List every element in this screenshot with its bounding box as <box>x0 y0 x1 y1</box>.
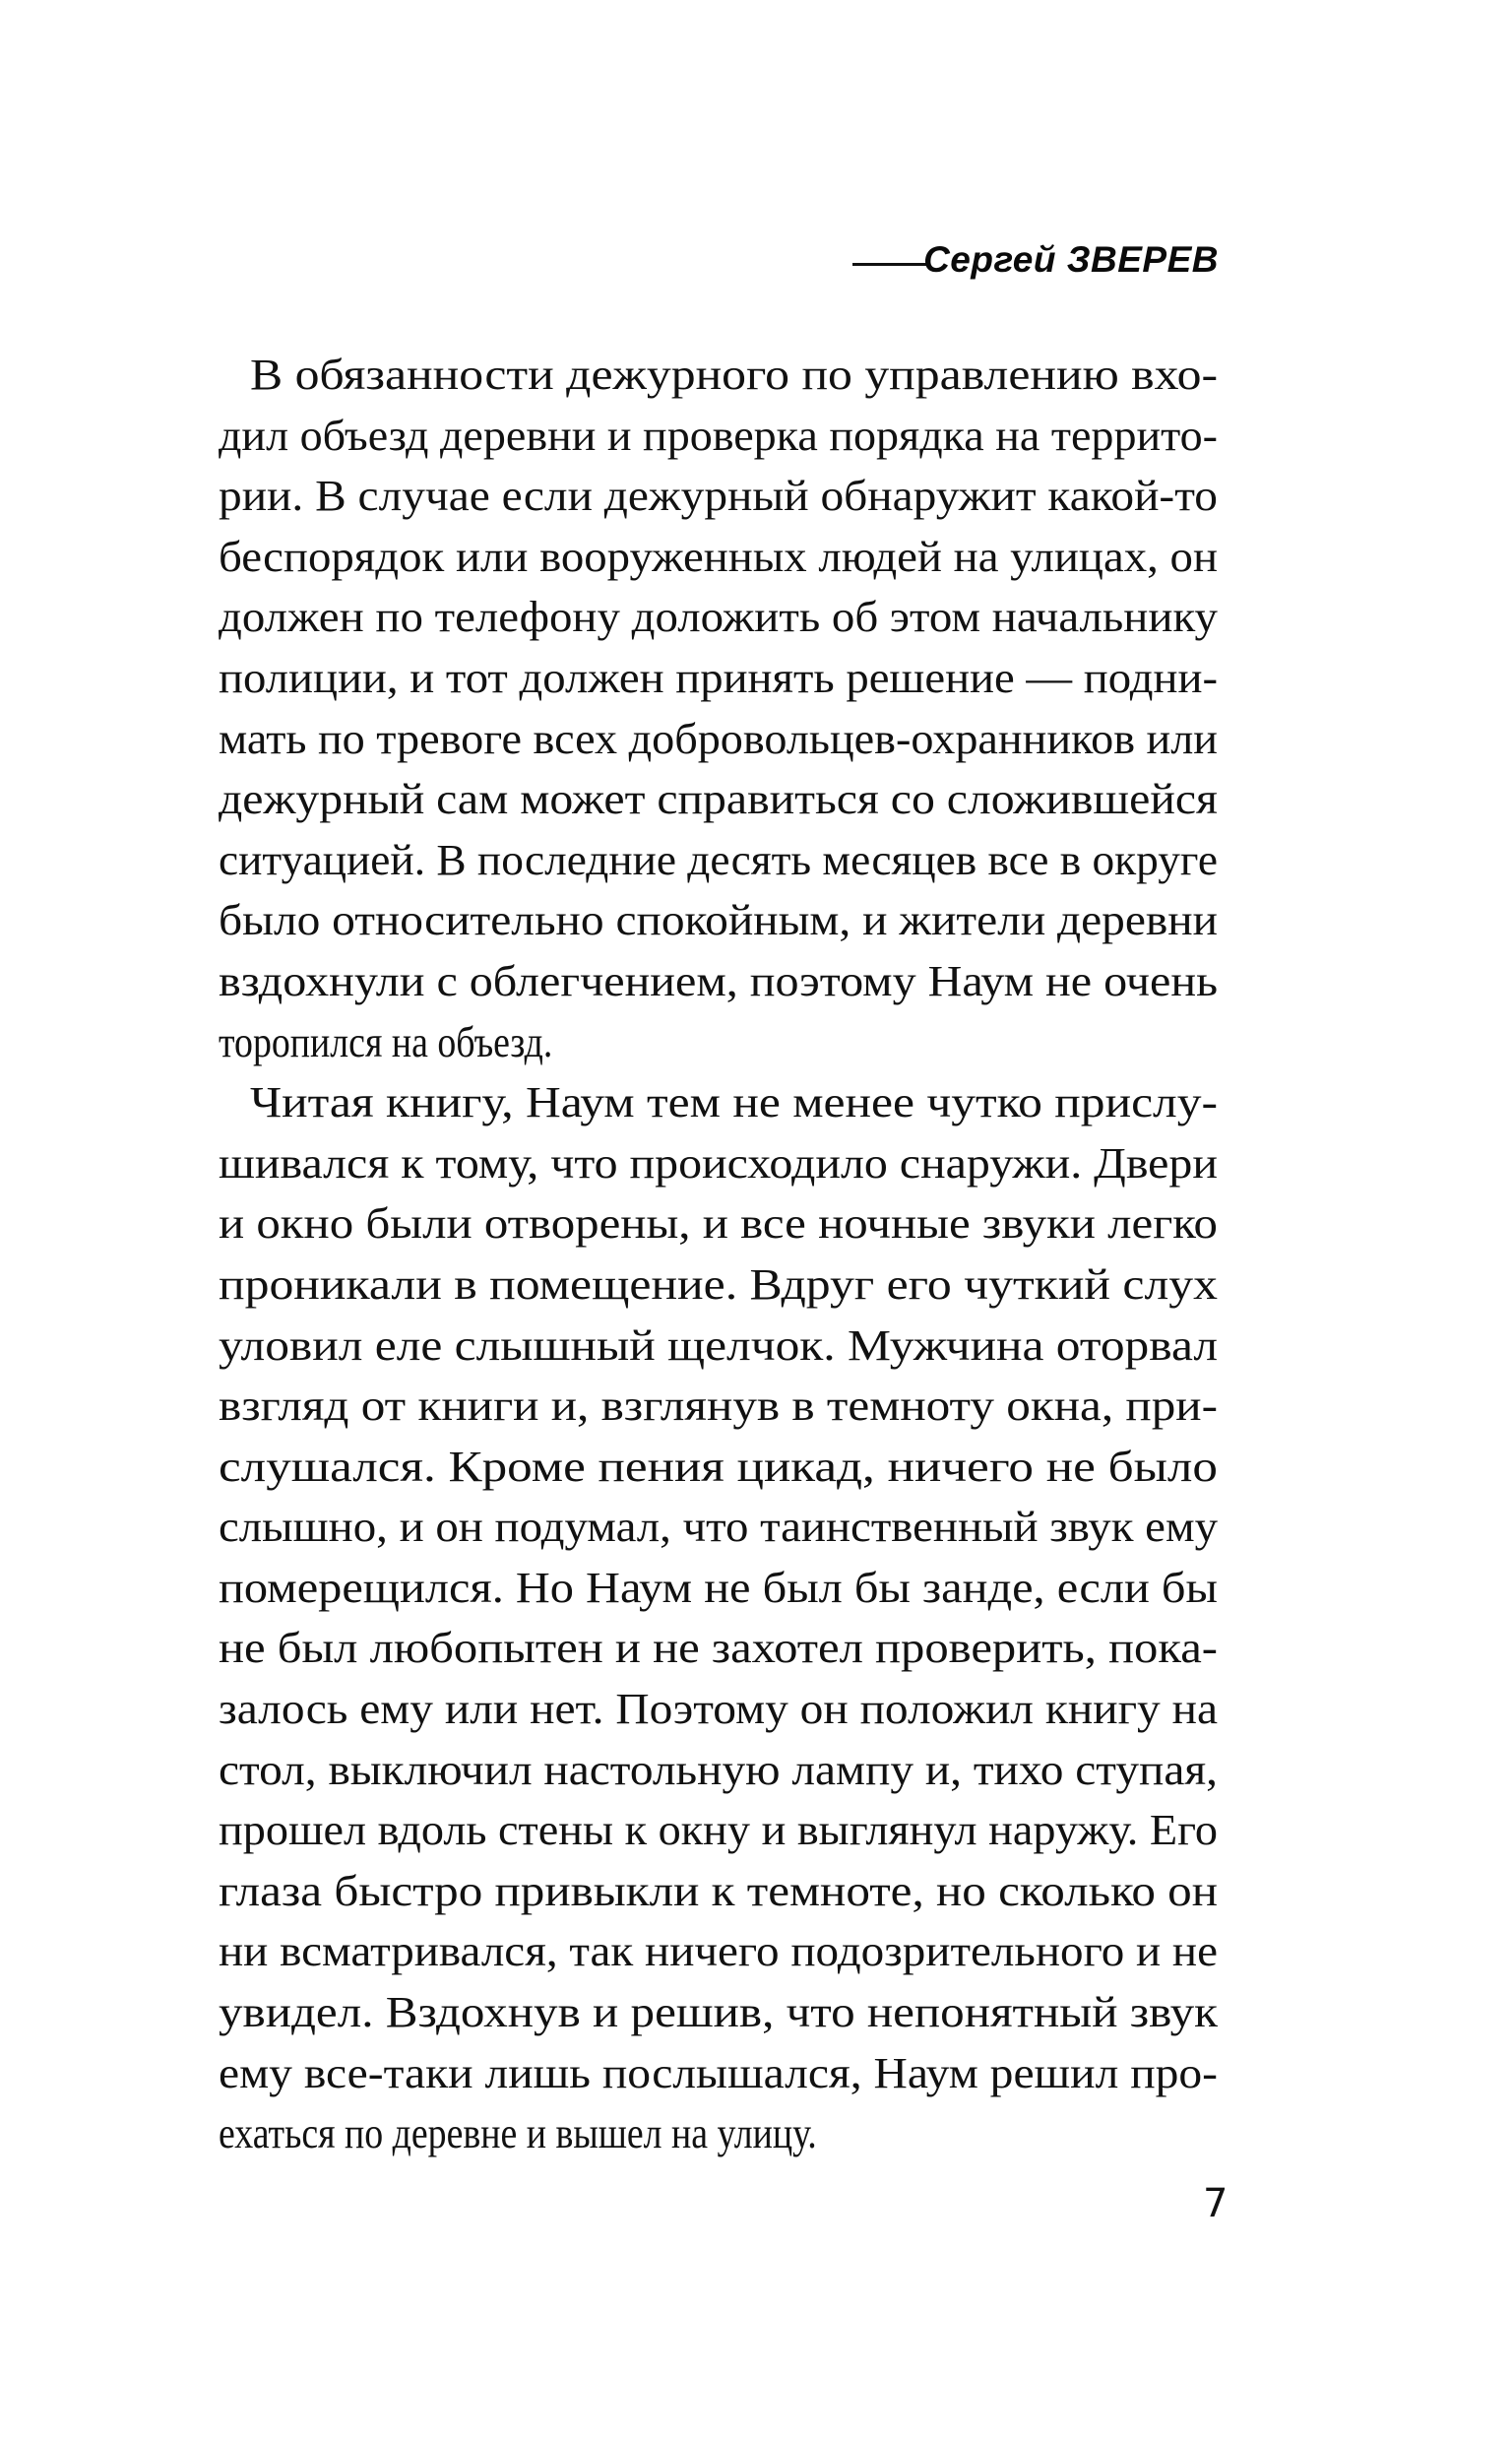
text-line-content: ни всматривался, так ничего подозрительного и не <box>219 1927 1218 1976</box>
text-line-content: было относительно спокойным, и жители деревни <box>219 896 1218 945</box>
text-line-content: увидел. Вздохнув и решив, что непонятный звук <box>219 1988 1218 2037</box>
text-line <box>219 769 1218 830</box>
text-line <box>219 1437 1218 1498</box>
running-head-author: Сергей ЗВЕРЕВ <box>923 239 1219 280</box>
text-line <box>219 1376 1218 1437</box>
text-line <box>219 1072 1218 1133</box>
page-number: 7 <box>1203 2181 1228 2226</box>
text-line <box>219 345 1218 406</box>
text-line-content: Читая книгу, Наум тем не менее чутко прислу- <box>250 1078 1218 1127</box>
text-line-content: проникали в помещение. Вдруг его чуткий слух <box>219 1259 1218 1309</box>
paragraph <box>219 345 1218 1072</box>
text-line-content: уловил еле слышный щелчок. Мужчина оторвал <box>219 1320 1218 1370</box>
text-line <box>219 1133 1218 1194</box>
text-line-content: шивался к тому, что происходило снаружи. Двери <box>219 1138 1218 1188</box>
text-line <box>219 2043 1218 2104</box>
text-line <box>219 1012 1218 1073</box>
text-line-content: дил объезд деревни и проверка порядка на террито- <box>219 411 1218 460</box>
text-line-content: прошел вдоль стены к окну и выглянул наружу. Его <box>219 1806 1218 1855</box>
text-line <box>219 1618 1218 1679</box>
text-line <box>219 1800 1218 1861</box>
text-line <box>219 648 1218 709</box>
text-line-content: вздохнули с облегчением, поэтому Наум не очень <box>219 956 1218 1005</box>
text-line <box>219 527 1218 588</box>
text-line <box>219 1679 1218 1740</box>
text-line-content: слушался. Кроме пения цикад, ничего не было <box>219 1442 1218 1491</box>
text-line <box>219 709 1218 770</box>
text-line <box>219 1921 1218 1982</box>
paragraph <box>219 1072 1218 2164</box>
text-line-content: взгляд от книги и, взглянув в темноту окна, при- <box>219 1382 1218 1431</box>
text-line <box>219 1497 1218 1558</box>
text-line-content: и окно были отворены, и все ночные звуки легко <box>219 1199 1218 1249</box>
text-line-content: глаза быстро привыкли к темноте, но сколько он <box>219 1866 1218 1915</box>
text-line <box>219 2103 1218 2164</box>
running-head <box>852 219 1219 278</box>
text-line <box>219 466 1218 527</box>
text-line <box>219 1316 1218 1377</box>
text-line-content: стол, выключил настольную лампу и, тихо ступая, <box>219 1745 1218 1794</box>
text-line <box>219 830 1218 891</box>
text-line-content: ситуацией. В последние десять месяцев все в округе <box>219 835 1218 884</box>
text-line-content: слышно, и он подумал, что таинственный звук ему <box>219 1503 1218 1552</box>
text-line-content: рии. В случае если дежурный обнаружит какой-то <box>219 472 1218 521</box>
running-head-rule <box>852 263 929 266</box>
text-line-content: полиции, и тот должен принять решение — подни- <box>219 653 1218 702</box>
text-line <box>219 587 1218 648</box>
text-line <box>219 1254 1218 1316</box>
text-line-content: померещился. Но Наум не был бы занде, если бы <box>219 1563 1218 1612</box>
text-line-content: беспорядок или вооруженных людей на улицах, он <box>219 532 1218 581</box>
text-line-content: должен по телефону доложить об этом начальнику <box>219 593 1218 642</box>
text-line <box>219 890 1218 951</box>
text-line-content: залось ему или нет. Поэтому он положил книгу на <box>219 1685 1218 1734</box>
text-line <box>219 1861 1218 1922</box>
text-line-content: В обязанности дежурного по управлению вхо- <box>250 351 1218 399</box>
text-line-content: ехаться по деревне и вышел на улицу. <box>219 2109 817 2158</box>
text-line-content: торопился на объезд. <box>219 1017 553 1066</box>
text-line <box>219 1558 1218 1619</box>
text-line <box>219 1193 1218 1254</box>
text-line <box>219 1982 1218 2043</box>
text-line-content: дежурный сам может справиться со сложившейся <box>219 775 1218 824</box>
text-line <box>219 951 1218 1012</box>
text-line-content: ему все-таки лишь послышался, Наум решил про- <box>219 2048 1218 2097</box>
text-line-content: не был любопытен и не захотел проверить, пока- <box>219 1624 1218 1673</box>
text-line-content: мать по тревоге всех добровольцев-охранников или <box>219 714 1218 763</box>
text-line <box>219 406 1218 467</box>
body-text <box>219 345 1218 2164</box>
text-line <box>219 1740 1218 1801</box>
